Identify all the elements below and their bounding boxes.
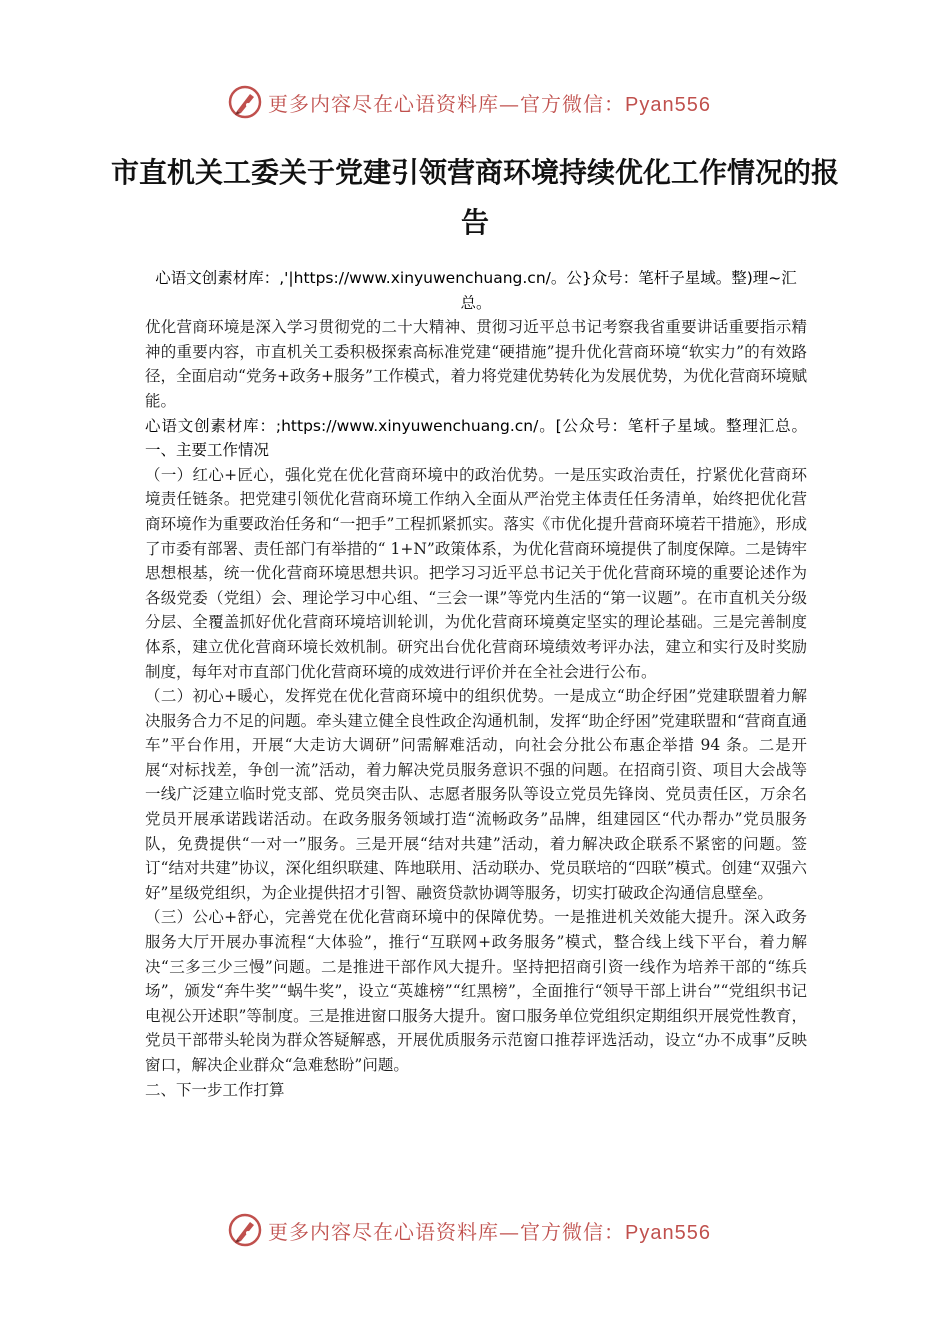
intro-paragraph: 优化营商环境是深入学习贯彻党的二十大精神、贯彻习近平总书记考察我省重要讲话重要指示精神的重要内容，市直机关工委积极探索高标准党建“硬措施”提升优化营商环境“软实力”的有效路径，全面启动“党务+政务+服务”工作模式，着力将党建优势转化为发展优势，为优化营商环境赋能。 xyxy=(145,318,807,410)
document-title: 市直机关工委关于党建引领营商环境持续优化工作情况的报告 xyxy=(110,156,839,239)
section-2-heading: 二、下一步工作打算 xyxy=(145,1080,285,1099)
banner-text xyxy=(268,1216,711,1245)
header-banner[interactable] xyxy=(228,82,728,122)
document-body xyxy=(145,266,807,1102)
banner-slogan: 更多内容尽在心语资料库—官方微信： xyxy=(268,91,625,116)
banner-slogan: 更多内容尽在心语资料库—官方微信： xyxy=(268,1219,625,1244)
banner-text xyxy=(268,88,711,117)
source-line-1: 心语文创素材库：,'|https://www.xinyuwenchuang.cn/。公}众号：笔杆子星域。整)理~汇总。 xyxy=(155,269,797,312)
paragraph-2: （二）初心+暖心，发挥党在优化营商环境中的组织优势。一是成立“助企纾困”党建联盟着力解决服务合力不足的问题。牵头建立健全良性政企沟通机制，发挥“助企纾困”党建联盟和“营商直通车”平台作用，开展“大走访大调研”问需解难活动，向社会分批公布惠企举措 94 条。二是开展“对标找差，争创一流”活动，着力解决党员服务意识不强的问题。在招商引资、项目大会战等一线广泛建立临时党支部、党员突击队、志愿者服务队等设立党员先锋岗、党员责任区，万余名党员开展承诺践诺活动。在政务服务领域打造“流畅政务”品牌，组建园区“代办帮办”党员服务队，免费提供“一对一”服务。三是开展“结对共建”活动，着力解决政企联系不紧密的问题。签订“结对共建”协议，深化组织联建、阵地联用、活动联办、党员联培的“四联”模式。创建“双强六好”星级党组织，为企业提供招才引智、融资贷款协调等服务，切实打破政企沟通信息壁垒。 xyxy=(145,687,807,902)
footer-banner[interactable] xyxy=(228,1210,728,1250)
paragraph-1: （一）红心+匠心，强化党在优化营商环境中的政治优势。一是压实政治责任，拧紧优化营商环境责任链条。把党建引领优化营商环境工作纳入全面从严治党主体责任任务清单，始终把优化营商环境作为重要政治任务和“一把手”工程抓紧抓实。落实《市优化提升营商环境若干措施》，形成了市委有部署、责任部门有举措的“ 1+N”政策体系，为优化营商环境提供了制度保障。二是铸牢思想根基，统一优化营商环境思想共识。把学习习近平总书记关于优化营商环境的重要论述作为各级党委（党组）会、理论学习中心组、“三会一课”等党内生活的“第一议题”。在市直机关分级分层、全覆盖抓好优化营商环境培训轮训，为优化营商环境奠定坚实的理论基础。三是完善制度体系，建立优化营商环境长效机制。研究出台优化营商环境绩效考评办法，建立和实行及时奖励制度，每年对市直部门优化营商环境的成效进行评价并在全社会进行公布。 xyxy=(145,465,807,681)
paragraph-3: （三）公心+舒心，完善党在优化营商环境中的保障优势。一是推进机关效能大提升。深入政务服务大厅开展办事流程“大体验”，推行“互联网+政务服务”模式，整合线上线下平台，着力解决“三多三少三慢”问题。二是推进干部作风大提升。坚持把招商引资一线作为培养干部的“练兵场”，颁发“奔牛奖”“蜗牛奖”，设立“英雄榜”“红黑榜”，全面推行“领导干部上讲台”“党组织书记电视公开述职”等制度。三是推进窗口服务大提升。窗口服务单位党组织定期组织开展党性教育，党员干部带头轮岗为群众答疑解惑，开展优质服务示范窗口推荐评选活动，设立“办不成事”反映窗口，解决企业群众“急难愁盼”问题。 xyxy=(145,908,807,1074)
source-line-2: 心语文创素材库：;https://www.xinyuwenchuang.cn/。[公众号：笔杆子星域。整理汇总。一、主要工作情况 xyxy=(145,416,807,460)
pen-logo-icon xyxy=(228,1213,262,1247)
banner-wechat-id: Pyan556 xyxy=(625,93,711,116)
banner-wechat-id: Pyan556 xyxy=(625,1221,711,1244)
pen-logo-icon xyxy=(228,85,262,119)
